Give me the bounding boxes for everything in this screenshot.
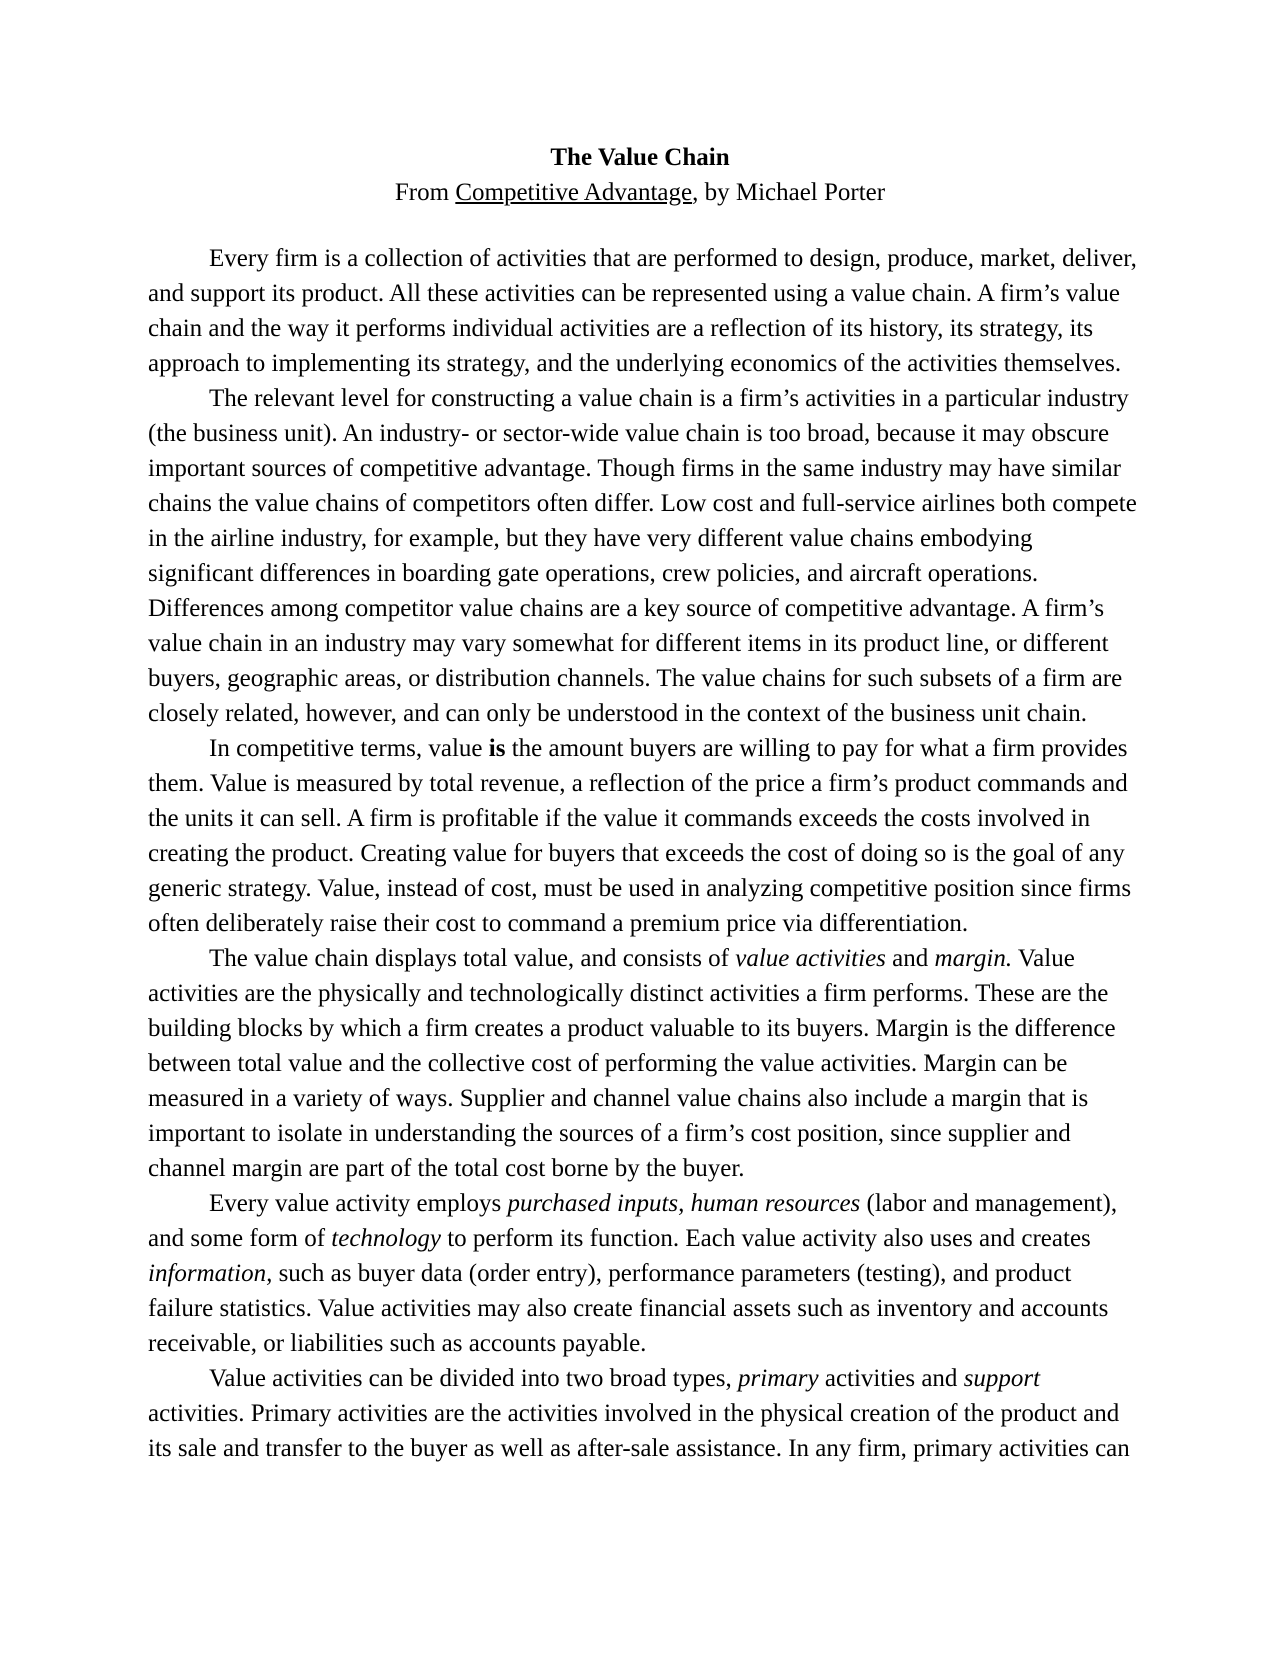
paragraph: [148, 1361, 1220, 1466]
text-line: important to isolate in understanding the sources of a firm’s cost position, since supplier and: [148, 1120, 1071, 1147]
text-line: building blocks by which a firm creates a product valuable to its buyers. Margin is the difference: [148, 1015, 1116, 1042]
subtitle-suffix: , by Michael Porter: [692, 179, 886, 206]
text-line: creating the product. Creating value for buyers that exceeds the cost of doing so is the goal of any: [148, 840, 1125, 867]
text-line: Every value activity employs purchased inputs, human resources (labor and management),: [209, 1190, 1118, 1217]
text-line: them. Value is measured by total revenue, a reflection of the price a firm’s product commands and: [148, 770, 1128, 797]
paragraph: [148, 381, 1220, 731]
text-line: the units it can sell. A firm is profitable if the value it commands exceeds the costs involved in: [148, 805, 1091, 832]
text-line: significant differences in boarding gate operations, crew policies, and aircraft operations.: [148, 560, 1039, 587]
text-line: (the business unit). An industry- or sector-wide value chain is too broad, because it may obscure: [148, 420, 1110, 447]
text-line: Value activities can be divided into two broad types, primary activities and support: [209, 1365, 1041, 1392]
document-subtitle: [0, 175, 1280, 210]
text-line: value chain in an industry may vary somewhat for different items in its product line, or different: [148, 630, 1109, 657]
text-line: its sale and transfer to the buyer as well as after-sale assistance. In any firm, primary activities can: [148, 1435, 1130, 1462]
text-line: buyers, geographic areas, or distribution channels. The value chains for such subsets of a firm are: [148, 665, 1123, 692]
underlined-book-title: Competitive Advantage: [455, 179, 693, 206]
paragraph: [148, 731, 1220, 941]
paragraph: [148, 241, 1220, 381]
text-line: Every firm is a collection of activities that are performed to design, produce, market, deliver,: [209, 245, 1137, 272]
text-line: and support its product. All these activities can be represented using a value chain. A firm’s value: [148, 280, 1120, 307]
text-line: chains the value chains of competitors often differ. Low cost and full-service airlines both compete: [148, 490, 1137, 517]
text-line: in the airline industry, for example, but they have very different value chains embodying: [148, 525, 1033, 552]
text-line: The value chain displays total value, and consists of value activities and margin. Value: [209, 945, 1075, 972]
text-line: measured in a variety of ways. Supplier and channel value chains also include a margin that is: [148, 1085, 1089, 1112]
text-line: often deliberately raise their cost to command a premium price via differentiation.: [148, 910, 969, 937]
paragraph: [148, 941, 1220, 1186]
text-line: and some form of technology to perform its function. Each value activity also uses and creates: [148, 1225, 1091, 1252]
document-title: The Value Chain: [550, 144, 730, 171]
text-line: receivable, or liabilities such as accounts payable.: [148, 1330, 647, 1357]
text-line: approach to implementing its strategy, and the underlying economics of the activities themselves.: [148, 350, 1122, 377]
text-line: activities are the physically and technologically distinct activities a firm performs. These are the: [148, 980, 1109, 1007]
text-line: information, such as buyer data (order entry), performance parameters (testing), and product: [148, 1260, 1072, 1287]
paragraph: [148, 1186, 1220, 1361]
text-line: channel margin are part of the total cost borne by the buyer.: [148, 1155, 745, 1182]
text-line: between total value and the collective cost of performing the value activities. Margin can be: [148, 1050, 1068, 1077]
text-line: activities. Primary activities are the activities involved in the physical creation of the product and: [148, 1400, 1120, 1427]
subtitle-prefix: From: [394, 179, 456, 206]
text-line: closely related, however, and can only be understood in the context of the business unit chain.: [148, 700, 1088, 727]
document-header: [0, 140, 1280, 210]
text-line: generic strategy. Value, instead of cost, must be used in analyzing competitive position since firms: [148, 875, 1132, 902]
text-line: chain and the way it performs individual activities are a reflection of its history, its strategy, its: [148, 315, 1094, 342]
text-line: Differences among competitor value chains are a key source of competitive advantage. A firm’s: [148, 595, 1105, 622]
text-line: The relevant level for constructing a value chain is a firm’s activities in a particular industry: [209, 385, 1129, 412]
text-line: failure statistics. Value activities may also create financial assets such as inventory and accounts: [148, 1295, 1109, 1322]
document-body: [148, 241, 1220, 1466]
text-line: important sources of competitive advantage. Though firms in the same industry may have similar: [148, 455, 1121, 482]
text-line: In competitive terms, value is the amount buyers are willing to pay for what a firm provides: [209, 735, 1128, 762]
